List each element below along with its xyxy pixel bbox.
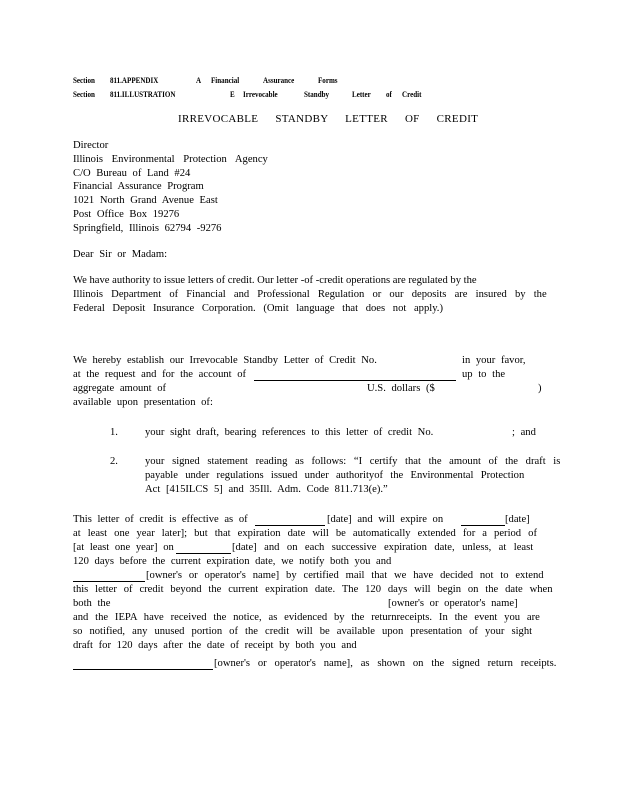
header-illustration-word-1: Irrevocable	[243, 90, 278, 99]
para3-line: 120 days before the current expiration date, we notify both you and	[73, 556, 392, 567]
item-1-end: ; and	[512, 427, 536, 438]
para3-line: so notified, any unused portion of the credit will be available upon presentation of your sight	[73, 626, 533, 637]
header-section-label: Section	[73, 76, 95, 85]
document-title: IRREVOCABLE STANDBY LETTER OF CREDIT	[178, 113, 479, 125]
header-appendix-word-3: Forms	[318, 76, 338, 85]
expiry-date-tag: [date]	[505, 514, 530, 525]
para1-line: Federal Deposit Insurance Corporation. (Omit language that does not apply.)	[73, 303, 443, 314]
para3-line: and the IEPA have received the notice, as evidenced by the returnreceipts. In the event you are	[73, 612, 540, 623]
item-2-line: Act [415ILCS 5] and 35Ill. Adm. Code 811.713(e).”	[145, 484, 388, 495]
item-2-line: your signed statement reading as follows: “I certify that the amount of the draft is	[145, 456, 561, 467]
header-illustration-word-3: Letter	[352, 90, 371, 99]
para1-line	[73, 274, 529, 288]
header-appendix-word-1: Financial	[211, 76, 240, 85]
para3-line: [owner's or operator's name], as shown on the signed return receipts.	[214, 658, 557, 669]
address-line: Financial Assurance Program	[73, 181, 204, 192]
address-line: 1021 North Grand Avenue East	[73, 195, 218, 206]
item-number: 1.	[110, 427, 118, 438]
item-1-text: your sight draft, bearing references to this letter of credit No.	[145, 427, 434, 438]
expire-on-text: [date] and will expire on	[327, 514, 444, 525]
request-account-line: at the request and for the account of	[73, 369, 247, 380]
para1-text: We have authority to issue letters of credit. Our letter -of -credit operations are regulated by the	[73, 275, 477, 286]
expiry-date-blank[interactable]	[461, 514, 505, 526]
address-line: C/O Bureau of Land #24	[73, 168, 191, 179]
establish-line: We hereby establish our Irrevocable Standby Letter of Credit No.	[73, 355, 377, 366]
header-illustration-code: 811.ILLUSTRATION	[110, 90, 176, 99]
header-illustration-letter: E	[230, 90, 235, 99]
header-illustration-word-2: Standby	[304, 90, 330, 99]
in-your-favor: in your favor,	[462, 355, 526, 366]
both-the: both the	[73, 598, 111, 609]
item-number: 2.	[110, 456, 118, 467]
para3-line: draft for 120 days after the date of receipt by both you and	[73, 640, 357, 651]
owner-name-blank-2[interactable]	[73, 658, 213, 670]
header-illustration-word-5: Credit	[402, 90, 422, 99]
para3-line: this letter of credit beyond the current expiration date. The 120 days will begin on the date when	[73, 584, 553, 595]
owner-name-blank-1[interactable]	[73, 570, 145, 582]
up-to-the: up to the	[462, 369, 506, 380]
header-appendix-letter: A	[196, 76, 202, 85]
amount-close-paren: )	[538, 383, 542, 394]
address-line: Illinois Environmental Protection Agency	[73, 154, 268, 165]
para3-line: [owner's or operator's name] by certified mail that we have decided not to extend	[146, 570, 544, 581]
header-appendix-word-2: Assurance	[263, 76, 295, 85]
para3-line: [date] and on each successive expiration date, unless, at least	[232, 542, 534, 553]
address-line: Post Office Box 19276	[73, 209, 180, 220]
us-dollars-label: U.S. dollars ($	[367, 383, 435, 394]
owner-name-tag: [owner's or operator's name]	[388, 598, 518, 609]
header-section-code: 811.APPENDIX	[110, 76, 159, 85]
aggregate-amount-label: aggregate amount of	[73, 383, 167, 394]
salutation: Dear Sir or Madam:	[73, 249, 168, 260]
extension-date-blank[interactable]	[176, 542, 231, 554]
header-illustration-word-4: of	[386, 90, 392, 99]
para3-line: at least one year later]; but that expiration date will be automatically extended for a period of	[73, 528, 537, 539]
para1-line: Illinois Department of Financial and Professional Regulation or our deposits are insured by the	[73, 289, 547, 300]
address-line: Springfield, Illinois 62794 -9276	[73, 223, 222, 234]
item-2-line: payable under regulations issued under authorityof the Environmental Protection	[145, 470, 525, 481]
effective-line: This letter of credit is effective as of	[73, 514, 248, 525]
address-line: Director	[73, 140, 109, 151]
effective-date-blank[interactable]	[255, 514, 325, 526]
header-section-label-2: Section	[73, 90, 95, 99]
at-least-one-year-on: [at least one year] on	[73, 542, 174, 553]
available-upon-line: available upon presentation of:	[73, 397, 213, 408]
account-name-blank[interactable]	[254, 369, 456, 381]
